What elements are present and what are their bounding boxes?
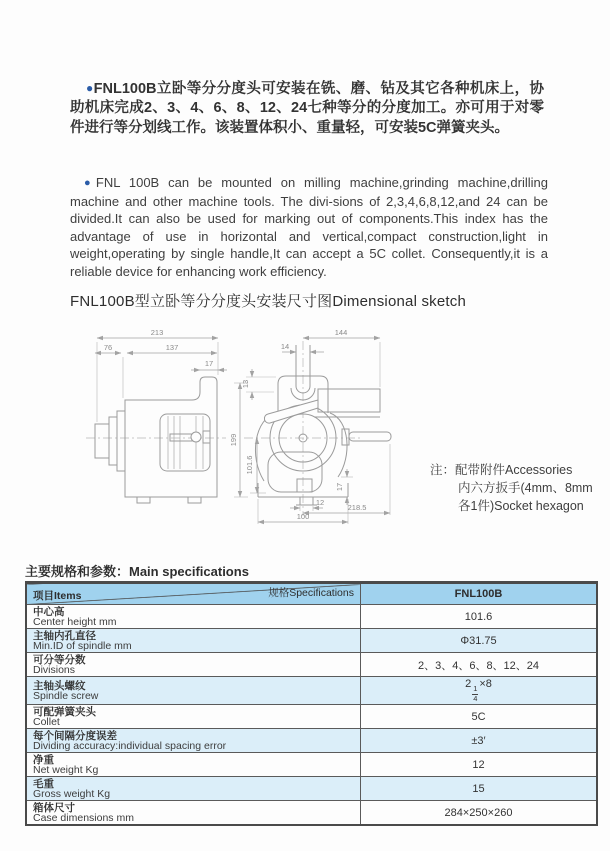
row-value: 5C <box>361 705 598 729</box>
bullet-icon: ● <box>86 80 94 95</box>
table-row <box>26 705 597 729</box>
dim-label-17-right: 17 <box>335 482 344 492</box>
dimensional-sketch-heading: FNL100B型立卧等分分度头安装尺寸图Dimensional sketch <box>70 293 467 310</box>
row-value-spindle-screw <box>361 677 598 705</box>
row-label-en: Gross weight Kg <box>33 788 111 801</box>
header-cell-items-specs <box>26 583 361 605</box>
row-label-en: Dividing accuracy:individual spacing error <box>33 740 227 753</box>
table-row <box>26 605 597 629</box>
row-value: 101.6 <box>361 605 598 629</box>
front-view <box>241 328 391 524</box>
row-label-cn: 主轴内孔直径 <box>33 630 96 642</box>
dim-label-12: 12 <box>315 498 325 507</box>
row-label-cn: 每个间隔分度误差 <box>33 730 117 743</box>
accessories-note <box>430 461 600 515</box>
table-row <box>26 801 597 826</box>
dim-label-100: 100 <box>296 512 310 521</box>
table-row <box>26 677 597 705</box>
row-label-cn: 箱体尺寸 <box>33 802 75 815</box>
table-row <box>26 653 597 677</box>
dim-label-218-5: 218.5 <box>347 503 367 512</box>
row-label-en: Net weight Kg <box>33 764 99 777</box>
table-header-row <box>26 583 597 605</box>
note-line1: 注：配带附件Accessories <box>430 463 573 477</box>
table-row <box>26 629 597 653</box>
row-label-en: Min.ID of spindle mm <box>33 640 132 652</box>
specifications-table <box>25 581 598 826</box>
specifications-heading: 主要规格和参数：Main specifications <box>25 564 249 579</box>
row-label-cn: 可配弹簧夹头 <box>33 706 96 719</box>
side-view <box>86 328 248 503</box>
dim-label-101-6: 101.6 <box>245 455 254 475</box>
header-cell-model: FNL100B <box>361 583 598 605</box>
dim-label-13: 13 <box>241 379 250 389</box>
table-row <box>26 729 597 753</box>
intro-text-en: FNL 100B can be mounted on milling machine,grinding machine,drilling machine and other machine tools. The divi-sions of 2,3,4,6,8,12,and 24 can be divided.It can also be used for marking out of components.This index has the advantage of use in horizontal and vertical,compact construction,light in weight,operating by single handle,It can accept a 5C collet. Consequently,it is a reliable device for enhancing work efficiency. <box>70 175 548 279</box>
row-label-en: Spindle screw <box>33 690 99 703</box>
row-label-en: Case dimensions mm <box>33 812 134 825</box>
row-value: 15 <box>361 777 598 801</box>
frac-suffix: ×8 <box>479 678 492 690</box>
items-label: 项目Items <box>33 590 82 602</box>
dim-label-144: 144 <box>334 328 348 337</box>
row-label-en: Collet <box>33 716 60 729</box>
fraction <box>472 685 478 703</box>
specifications-label: 规格Specifications <box>268 587 354 599</box>
intro-text-cn: FNL100B立卧等分分度头可安装在铣、磨、钻及其它各种机床上，协助机床完成2、3、4、6、8、12、24七种等分的分度加工。亦可用于对零件进行等分划线工作。该装置体积小、重量轻，可安装5C弹簧夹头。 <box>70 80 544 136</box>
row-value: 2、3、4、6、8、12、24 <box>361 653 598 677</box>
row-label-cn: 净重 <box>33 754 54 767</box>
row-value: 12 <box>361 753 598 777</box>
dim-label-17-left: 17 <box>204 359 214 368</box>
dim-label-137: 137 <box>165 343 179 352</box>
row-label-en: Center height mm <box>33 616 117 628</box>
row-label-cn: 中心高 <box>33 606 65 618</box>
dim-label-213: 213 <box>150 328 164 337</box>
frac-denominator: 4 <box>473 693 478 703</box>
note-line2: 内六方扳手(4mm、8mm <box>458 481 593 495</box>
row-label-cn: 主轴头螺纹 <box>33 680 86 693</box>
frac-numerator: 1 <box>473 684 478 693</box>
dim-label-14: 14 <box>280 342 290 351</box>
table-row <box>26 753 597 777</box>
row-label-cn: 可分等分数 <box>33 654 86 666</box>
row-value: 284×250×260 <box>361 801 598 826</box>
frac-whole: 2 <box>465 678 472 690</box>
dim-label-76: 76 <box>103 343 113 352</box>
note-line3: 各1件)Socket hexagon <box>458 499 584 513</box>
row-value: ±3′ <box>361 729 598 753</box>
dim-label-199: 199 <box>229 433 238 447</box>
row-value: Φ31.75 <box>361 629 598 653</box>
table-row <box>26 777 597 801</box>
row-label-cn: 毛重 <box>33 778 54 791</box>
bullet-icon: ● <box>84 177 96 189</box>
row-label-en: Divisions <box>33 664 76 676</box>
